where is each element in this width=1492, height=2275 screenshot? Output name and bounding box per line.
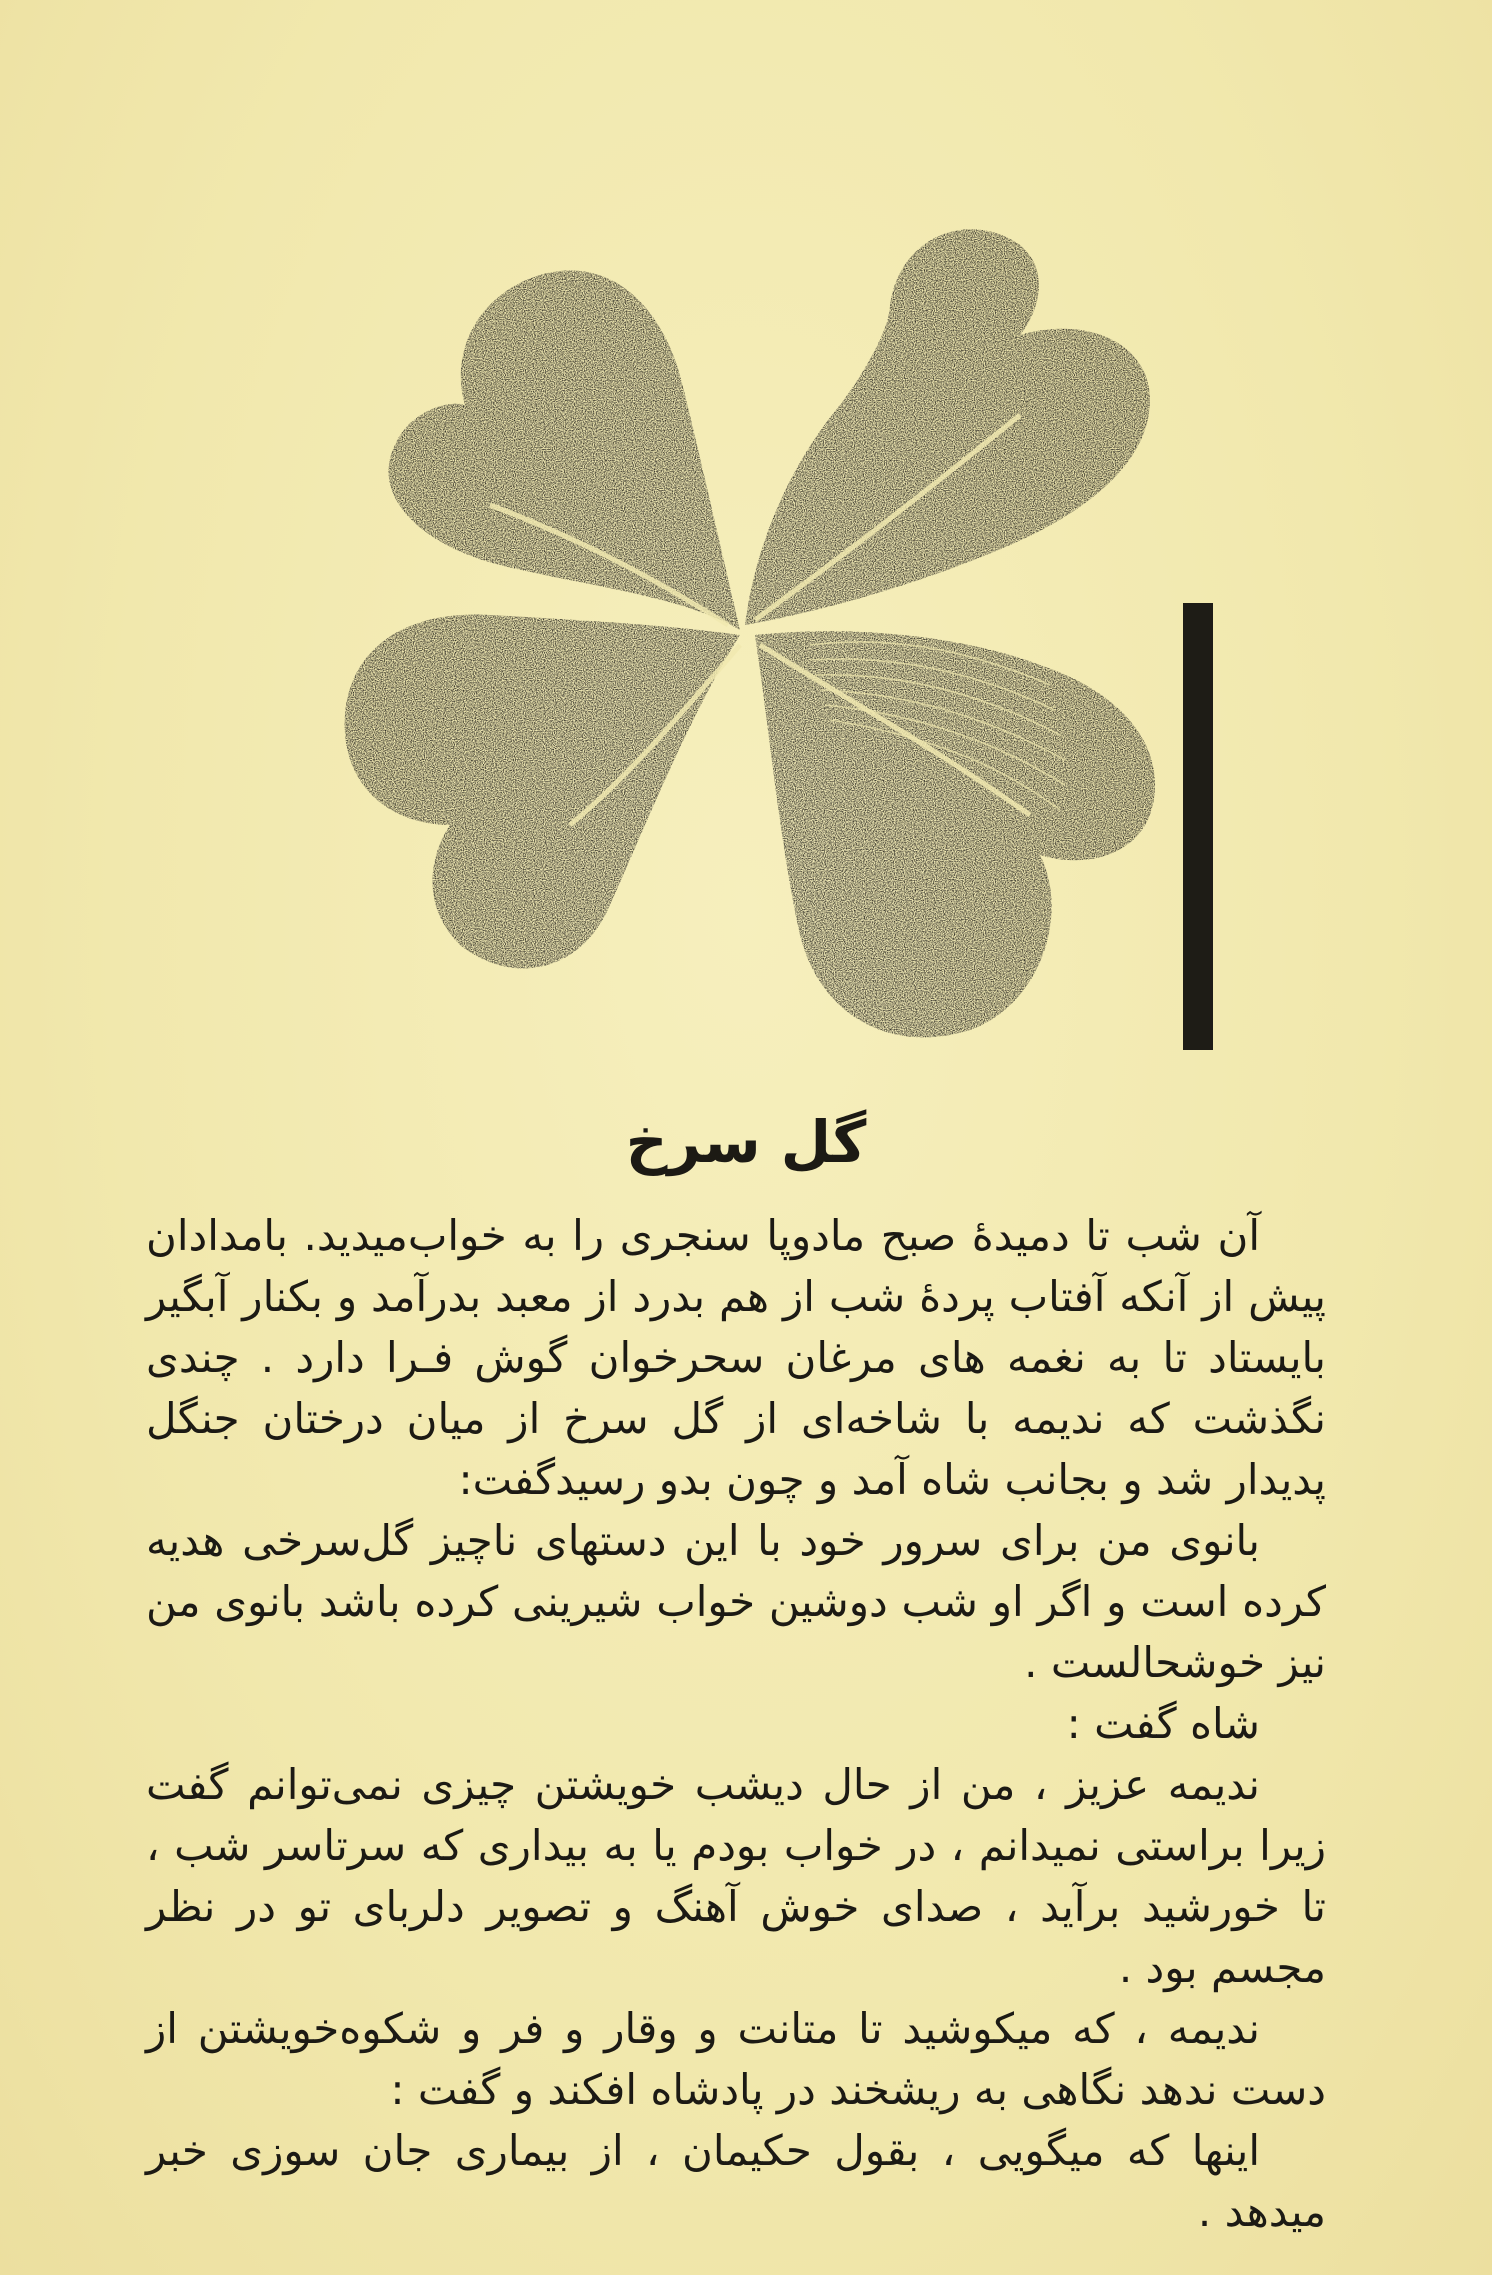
paragraph: اینها که میگویی ، بقول حکیمان ، از بیماری جان سوزی خبر میدهد .	[146, 2126, 1326, 2236]
four-leaf-clover-illustration	[250, 215, 1190, 1055]
paragraph: ندیمه ، که میکوشید تا متانت و وقار و فر و شکوه‌خویشتن از دست ندهد نگاهی به ریشخند در پادشاه افکند و گفت :	[146, 2004, 1326, 2114]
story-text	[146, 1205, 1326, 2242]
paragraph: بانوی من برای سرور خود با این دستهای ناچیز گل‌سرخی هدیه کرده است و اگر او شب دوشین خواب شیرینی کرده باشد بانوی من نیز خوشحالست .	[146, 1516, 1326, 1687]
paragraph: شاه گفت :	[1066, 1699, 1260, 1748]
page-title: گل سرخ	[625, 1108, 867, 1176]
paragraph: ندیمه عزیز ، من از حال دیشب خویشتن چیزی نمی‌توانم گفت زیرا براستی نمیدانم ، در خواب بودم یا به بیداری که سرتاسر شب ، تا خورشید برآید ، صدای خوش آهنگ و تصویر دلربای تو در نظر مجسم بود .	[146, 1760, 1326, 1992]
paragraph: آن شب تا دمیدهٔ صبح مادوپا سنجری را به خواب‌میدید. بامدادان پیش از آنکه آفتاب پردهٔ شب از هم بدرد از معبد بدرآمد و بکنار آبگیر بایستاد تا به نغمه های مرغان سحرخوان گوش فـرا دارد . چندی نگذشت که ندیمه با شاخه‌ای از گل سرخ از میان درختان جنگل پدیدار شد و بجانب شاه آمد و چون بدو رسیدگفت:	[146, 1211, 1326, 1504]
vertical-bar	[1183, 603, 1213, 1050]
